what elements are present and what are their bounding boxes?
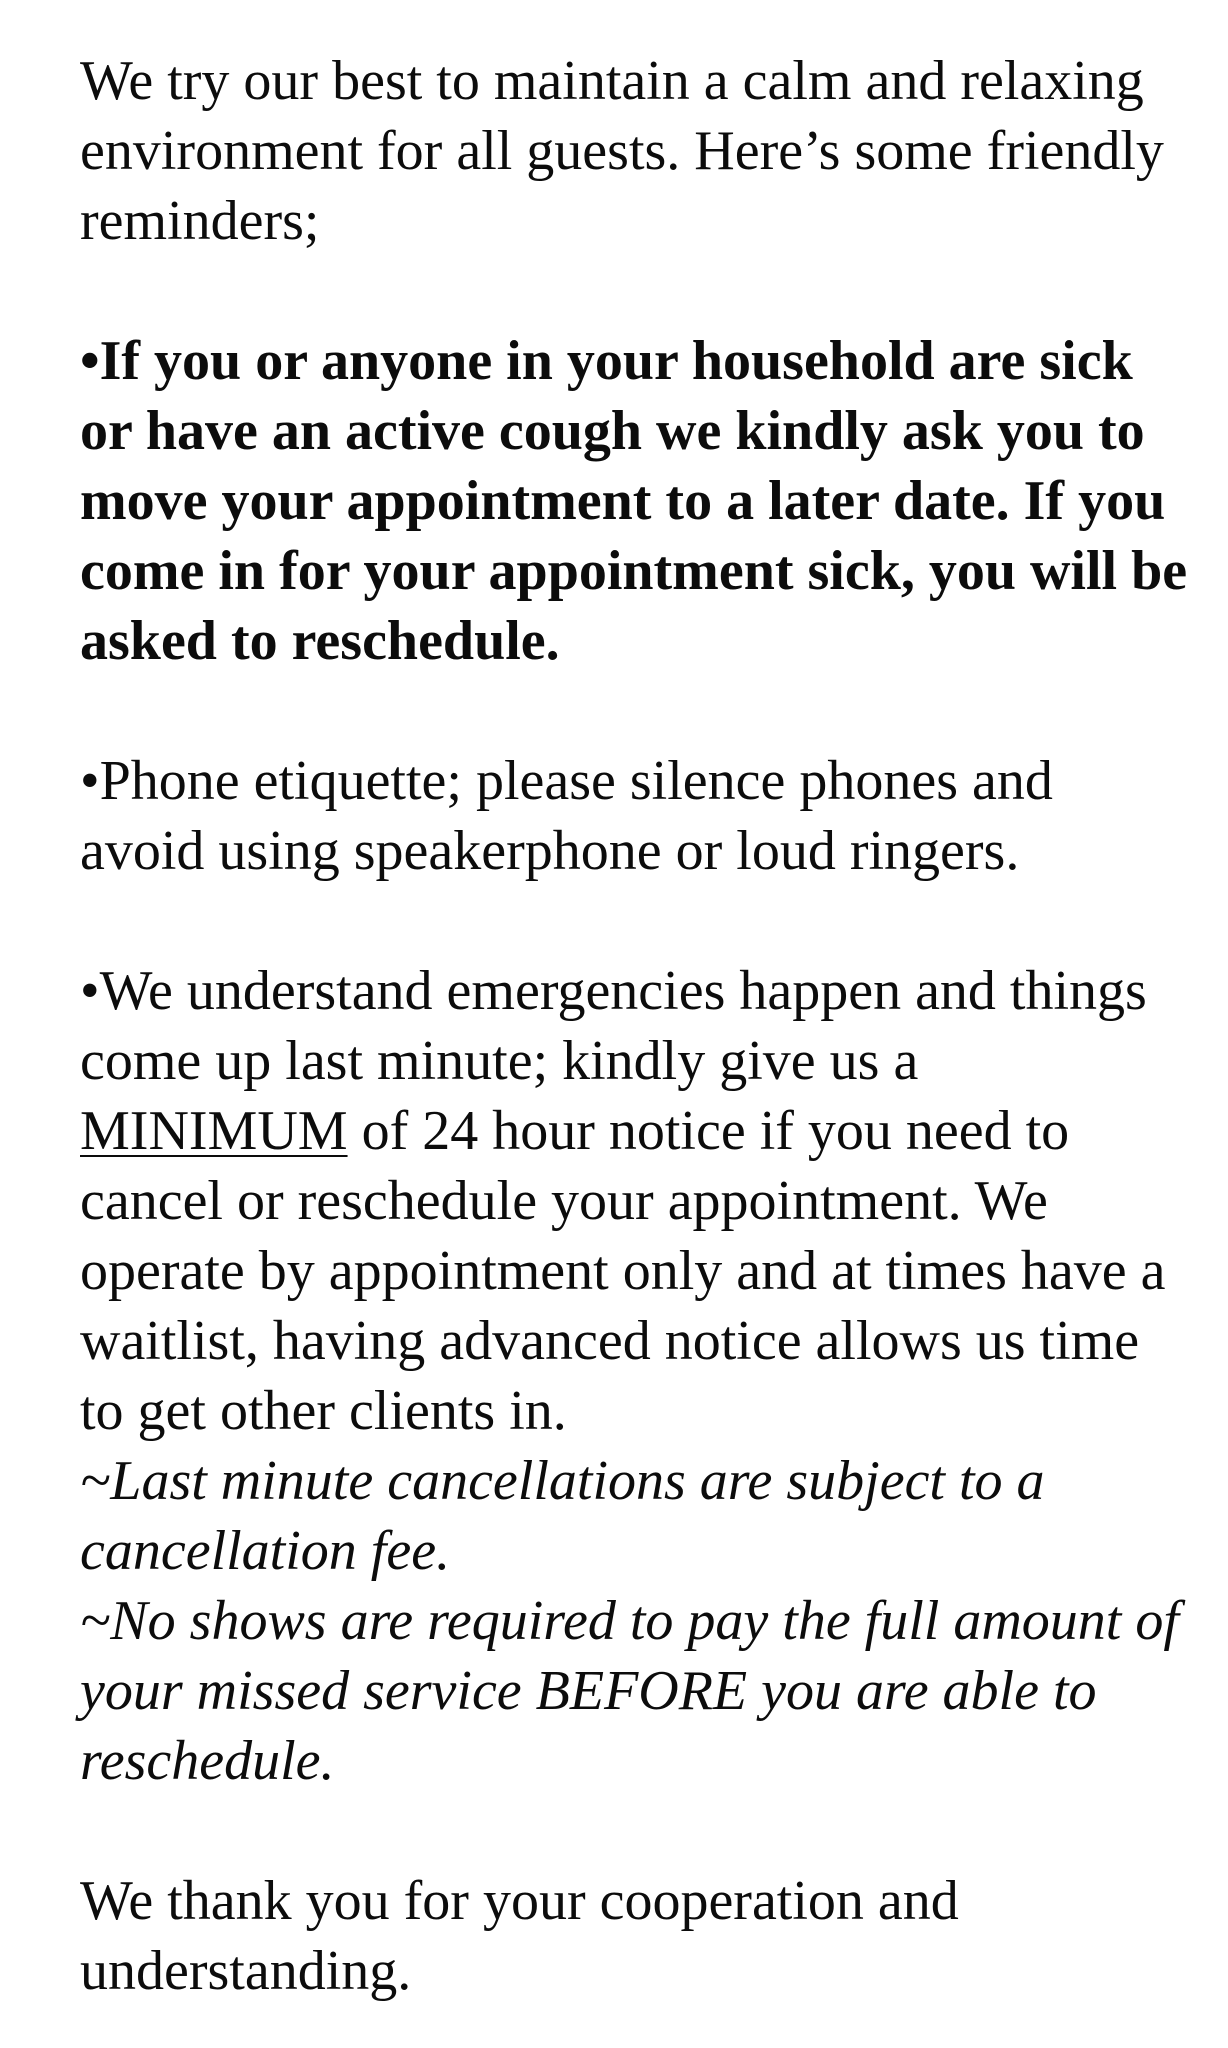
paragraph-spacer — [80, 886, 1190, 956]
intro-paragraph: We try our best to maintain a calm and relaxing environment for all guests. Here’s some friendly reminders; — [80, 50, 1164, 252]
paragraph-spacer — [80, 676, 1190, 746]
paragraph-spacer — [80, 256, 1190, 326]
no-show-note: ~No shows are required to pay the full amount of your missed service BEFORE you are able to reschedule. — [80, 1590, 1179, 1792]
sick-policy-paragraph: •If you or anyone in your household are sick or have an active cough we kindly ask you to move your appointment to a later date. If you come in for your appointment sick, you will be asked to reschedule. — [80, 330, 1188, 672]
closing-paragraph: We thank you for your cooperation and understanding. — [80, 1870, 959, 2002]
policy-document — [80, 46, 1190, 2006]
paragraph-spacer — [80, 1796, 1190, 1866]
minimum-emphasis-text: MINIMUM — [80, 1100, 348, 1162]
cancellation-rest-text: of 24 hour notice if you need to cancel or reschedule your appointment. We operate by appointment only and at times have a waitlist, having advanced notice allows us time to get other clients in. — [80, 1100, 1166, 1442]
phone-etiquette-paragraph: •Phone etiquette; please silence phones and avoid using speakerphone or loud ringers. — [80, 750, 1053, 882]
cancellation-policy-paragraph — [80, 956, 1190, 1446]
cancellation-fee-note: ~Last minute cancellations are subject to a cancellation fee. — [80, 1450, 1045, 1582]
cancellation-lead-text: •We understand emergencies happen and things come up last minute; kindly give us a — [80, 960, 1147, 1092]
